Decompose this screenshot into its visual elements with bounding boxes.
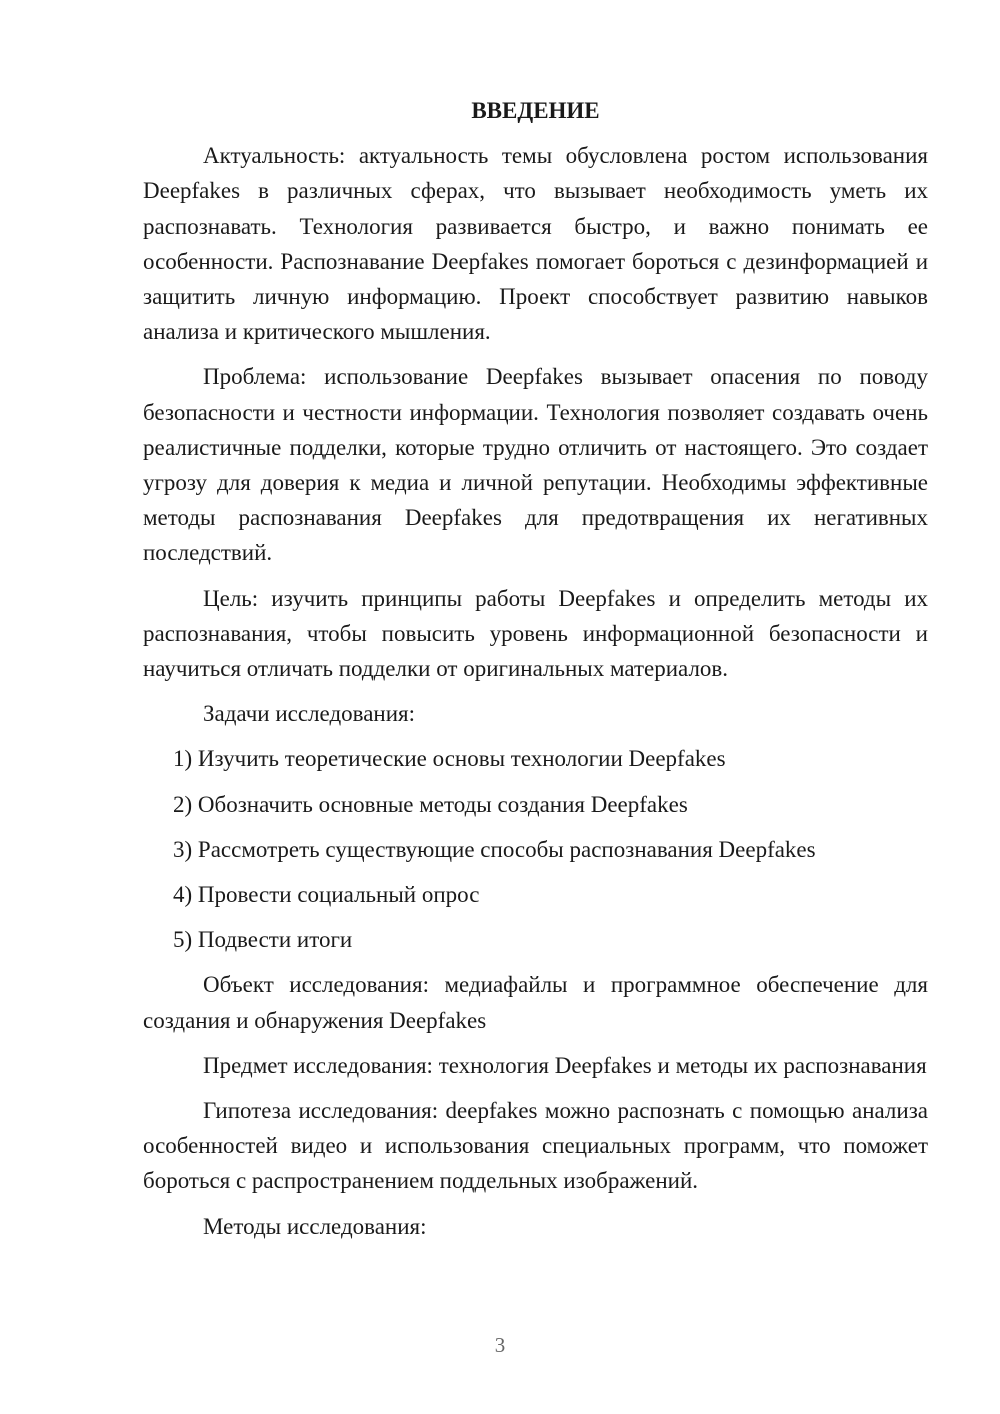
list-item: 5) Подвести итоги [173,927,353,953]
list-item: 4) Провести социальный опрос [173,882,480,908]
paragraph-goal: Цель: изучить принципы работы Deepfakes и определить методы их распознавания, чтобы повысить уровень информационной безопасности и научиться отличать подделки от оригинальных материалов. [143,585,928,682]
tasks-list [143,741,928,957]
paragraph-methods: Методы исследования: [203,1213,427,1239]
tasks-heading: Задачи исследования: [203,701,416,727]
list-item: 3) Рассмотреть существующие способы распознавания Deepfakes [173,836,816,862]
list-item: 1) Изучить теоретические основы технологии Deepfakes [173,746,726,772]
paragraph-relevance: Актуальность: актуальность темы обусловлена ростом использования Deepfakes в различных сферах, что вызывает необходимость уметь их распознавать. Технология развивается быстро, и важно понимать ее особенности. Распознавание Deepfakes помогает бороться с дезинформацией и защитить личную информацию. Проект способствует развитию навыков анализа и критического мышления. [143,143,928,345]
paragraph-subject: Предмет исследования: технология Deepfakes и методы их распознавания [203,1052,927,1078]
list-item: 2) Обозначить основные методы создания Deepfakes [173,791,688,817]
paragraph-hypothesis: Гипотеза исследования: deepfakes можно распознать с помощью анализа особенностей видео и использования специальных программ, что поможет бороться с распространением поддельных изображений. [143,1098,928,1194]
page-number: 3 [494,1333,506,1357]
paragraph-object: Объект исследования: медиафайлы и программное обеспечение для создания и обнаружения Deepfakes [143,972,928,1033]
document-page [143,93,928,1254]
section-title: ВВЕДЕНИЕ [471,98,600,123]
paragraph-problem: Проблема: использование Deepfakes вызывает опасения по поводу безопасности и честности информации. Технология позволяет создавать очень реалистичные подделки, которые трудно отличить от настоящего. Это создает угрозу для доверия к медиа и личной репутации. Необходимы эффективные методы распознавания Deepfakes для предотвращения их негативных последствий. [143,364,928,566]
